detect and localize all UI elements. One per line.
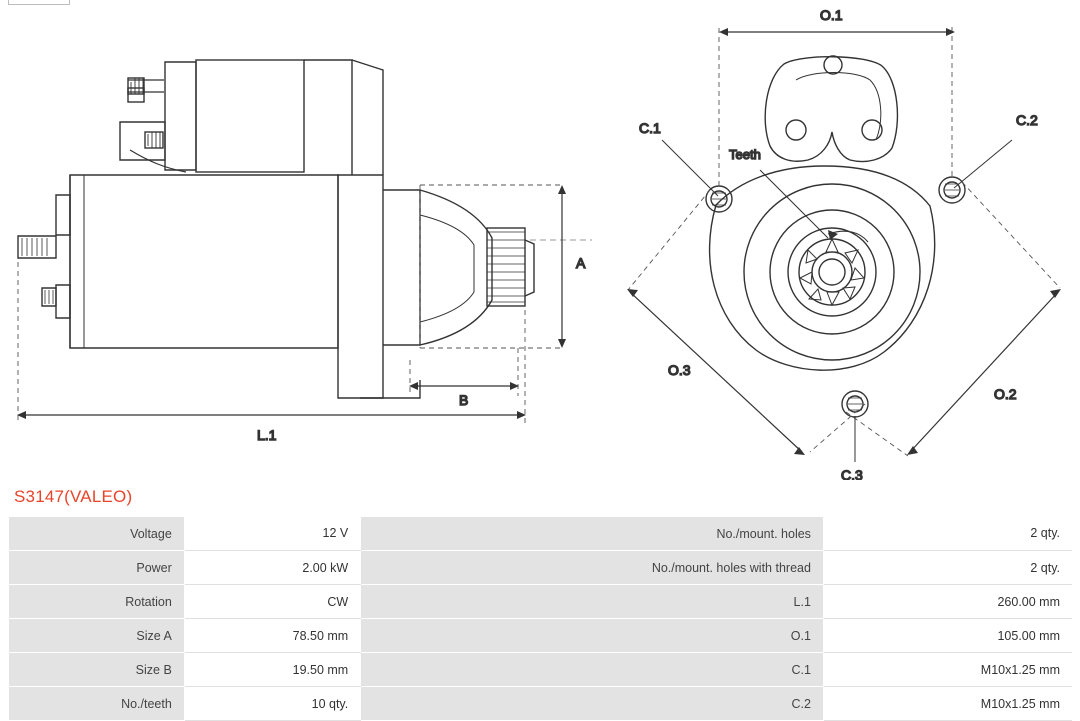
ring-gear-outer [788,228,876,316]
size-b-label: B [459,392,469,408]
drive-end-housing [338,175,383,398]
size-a-extension [420,185,562,348]
solenoid-cap [165,62,196,170]
spec-label: C.1 [361,653,824,687]
spec-value: M10x1.25 mm [823,687,1072,721]
c3-label: C.3 [841,467,863,480]
o1-label: O.1 [820,7,843,23]
length-l1-label: L.1 [257,427,277,443]
spec-label: C.2 [361,687,824,721]
spec-value: 2 qty. [823,551,1072,585]
teeth-label: Teeth [729,147,761,162]
part-title: S3147(VALEO) [14,487,133,506]
spec-value: 19.50 mm [184,653,360,687]
terminal-nut-2 [128,88,144,102]
spec-label: No./teeth [9,687,185,721]
bracket-top-hole [824,56,842,74]
spec-label: O.1 [361,619,824,653]
solenoid-rear [120,122,165,160]
table-row [9,517,1073,551]
o2-label: O.2 [994,386,1017,402]
table-row [9,687,1073,721]
length-l1-extension [18,262,525,424]
spec-value: CW [184,585,360,619]
o2-dim-line [910,292,1058,452]
table-row [9,551,1073,585]
pinion-shaft-end [525,240,534,296]
spec-label: No./mount. holes with thread [361,551,824,585]
gear-teeth-group [800,239,864,305]
motor-housing [70,175,338,348]
shaft-hub [812,252,852,292]
o3-dim-line [630,292,802,452]
rear-bracket-2 [56,285,70,318]
spec-value: 12 V [184,517,360,551]
teeth-leader [760,170,828,238]
spec-label: Voltage [9,517,185,551]
size-a-label: A [576,255,586,271]
spec-value: M10x1.25 mm [823,653,1072,687]
spec-label: Rotation [9,585,185,619]
o3-extension [628,190,865,452]
spec-value: 2.00 kW [184,551,360,585]
spec-label: L.1 [361,585,824,619]
drive-flange [383,190,420,345]
o2-extension [846,182,1060,456]
spec-label: Power [9,551,185,585]
mounting-flange [710,166,935,370]
solenoid-body [196,60,304,172]
o1-extension [719,26,952,186]
table-row [9,619,1073,653]
spec-value: 10 qty. [184,687,360,721]
table-row [9,585,1073,619]
spec-value: 260.00 mm [823,585,1072,619]
specifications-table [8,516,1072,721]
size-b-extension [410,348,518,396]
c1-label: C.1 [639,120,661,136]
c1-leader [662,140,718,196]
spec-label: No./mount. holes [361,517,824,551]
c2-label: C.2 [1016,112,1038,128]
bracket-hole-left [786,120,806,140]
spec-value: 105.00 mm [823,619,1072,653]
spec-value: 78.50 mm [184,619,360,653]
o3-label: O.3 [668,362,691,378]
rear-bracket-1 [56,195,70,235]
spec-label: Size B [9,653,185,687]
nose-cone [420,190,492,345]
shaft-bore [819,259,845,285]
spec-value: 2 qty. [823,517,1072,551]
table-row [9,653,1073,687]
spec-label: Size A [9,619,185,653]
ring-gear-inner [799,239,865,305]
c2-leader [954,140,1012,188]
